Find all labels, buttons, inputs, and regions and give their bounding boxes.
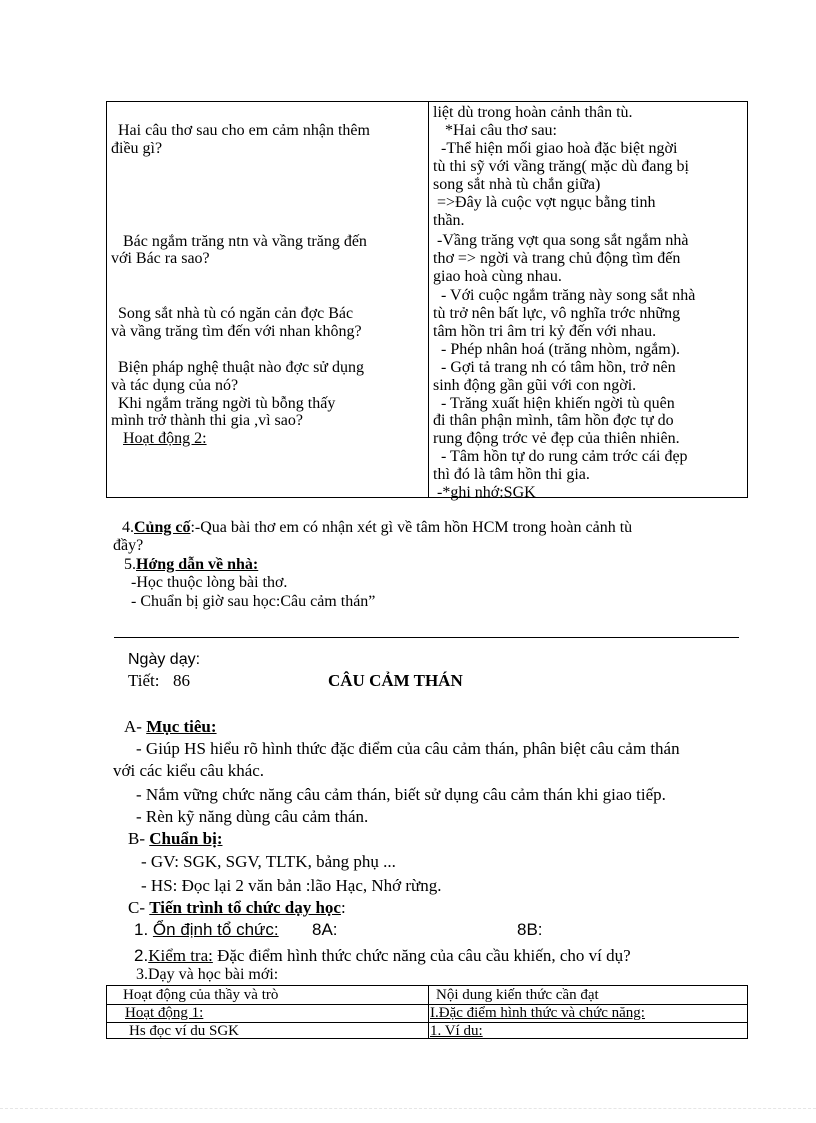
section-separator (114, 637, 739, 638)
step-check: 2.Kiểm tra: Đặc điểm hình thức chức năng của câu cầu khiến, cho ví dụ? (134, 946, 631, 965)
table-cell: I.Đặc điểm hình thức và chức năng: (430, 1005, 645, 1021)
answer-line: =>Đây là cuộc vợt ngục bằng tinh (437, 194, 656, 211)
answer-line: - Phép nhân hoá (trăng nhòm, ngắm). (441, 341, 681, 358)
question-line: điều gì? (111, 140, 163, 157)
answer-line: - Gợi tả trang nh có tâm hồn, trở nên (441, 359, 676, 376)
objective-line: - Nắm vững chức năng câu cảm thán, biết sử dụng câu cảm thán khi giao tiếp. (136, 785, 666, 804)
class-8b-label: 8B: (517, 920, 543, 939)
question-line: Bác ngắm trăng ntn và vầng trăng đến (123, 233, 367, 250)
question-line: và tác dụng của nó? (111, 377, 239, 394)
answer-line: tâm hồn tri âm tri kỷ đến với nhau. (433, 323, 657, 340)
question-line: Khi ngắm trăng ngời tù bỗng thấy (118, 395, 336, 412)
answer-line: -Thể hiện mối giao hoà đặc biệt ngời (441, 140, 678, 157)
preparation-line: - HS: Đọc lại 2 văn bản :lão Hạc, Nhớ rừng. (141, 876, 442, 895)
answer-line: - Trăng xuất hiện khiến ngời tù quên (441, 395, 675, 412)
top-table (106, 101, 748, 501)
preparation-line: - GV: SGK, SGV, TLTK, bảng phụ ... (141, 852, 396, 871)
activity-table (106, 985, 748, 1039)
answer-line: thì đó là tâm hồn thi gia. (433, 466, 590, 483)
table-cell: 1. Ví du: (430, 1023, 483, 1039)
class-8a-label: 8A: (312, 920, 338, 939)
answer-line: *Hai câu thơ sau: (445, 122, 557, 139)
objective-line: - Giúp HS hiểu rõ hình thức đặc điểm của câu cảm thán, phân biệt câu cảm thán (136, 739, 680, 758)
table-header-teacher-student: Hoạt động của thầy và trò (123, 987, 279, 1003)
answer-line: tù trở nên bất lực, vô nghĩa trớc những (433, 305, 681, 322)
answer-line: - Với cuộc ngắm trăng này song sắt nhà (441, 287, 696, 304)
objective-line: - Rèn kỹ năng dùng câu cảm thán. (136, 807, 369, 826)
objective-line: với các kiểu câu khác. (113, 761, 265, 780)
homework-item: 5.Hớng dẫn về nhà: (124, 556, 259, 573)
lesson-title: CÂU CẢM THÁN (328, 671, 463, 690)
section-b-heading: B- Chuẩn bị: (128, 829, 223, 848)
answer-line: thần. (433, 212, 465, 229)
answer-line: sinh động gần gũi với con ngời. (433, 377, 637, 394)
answer-line: đi thân phận mình, tâm hồn đợc tự do (433, 412, 674, 429)
answer-line: thơ => ngời và trang chủ động tìm đến (433, 250, 681, 267)
answer-line: song sắt nhà tù chắn giữa) (433, 176, 601, 193)
answer-line: rung động trớc vẻ đẹp của thiên nhiên. (433, 430, 680, 447)
answer-line: -Vầng trăng vợt qua song sắt ngắm nhà (437, 232, 689, 249)
step-new-lesson: 3.Dạy và học bài mới: (136, 966, 279, 983)
question-line: với Bác ra sao? (111, 250, 210, 267)
period-number: 86 (173, 671, 190, 690)
review-item: 4.Củng cố:-Qua bài thơ em có nhận xét gì về tâm hồn HCM trong hoàn cảnh tù (122, 519, 633, 536)
step-organization: 1. Ổn định tổ chức: (134, 920, 279, 939)
table-column-divider (428, 102, 429, 497)
answer-line: - Tâm hồn tự do rung cảm trớc cái đẹp (441, 448, 688, 465)
question-line: Biện pháp nghệ thuật nào đợc sử dụng (118, 359, 364, 376)
page-edge (0, 1108, 816, 1109)
answer-line: tù thi sỹ với vầng trăng( mặc dù đang bị (433, 158, 689, 175)
question-line: Song sắt nhà tù có ngăn cản đợc Bác (118, 305, 354, 322)
homework-title: Hớng dẫn về nhà: (136, 556, 259, 573)
answer-line: -*ghi nhớ:SGK (437, 484, 536, 501)
table-column-divider (428, 986, 429, 1038)
homework-line: -Học thuộc lòng bài thơ. (131, 574, 288, 591)
section-c-heading: C- Tiến trình tổ chức dạy học: (128, 898, 346, 917)
table-header-content: Nội dung kiến thức cần đạt (436, 987, 599, 1003)
table-cell: Hs đọc ví du SGK (129, 1023, 240, 1039)
answer-line: liệt dù trong hoàn cảnh thân tù. (433, 104, 633, 121)
review-text: đầy? (113, 537, 144, 554)
question-line: Hai câu thơ sau cho em cảm nhận thêm (118, 122, 370, 139)
question-line: và vầng trăng tìm đến với nhan không? (111, 323, 362, 340)
answer-line: giao hoà cùng nhau. (433, 268, 562, 285)
teaching-date-label: Ngày dạy: (128, 651, 201, 668)
section-a-heading: A- Mục tiêu: (124, 717, 217, 736)
activity-heading: Hoạt động 2: (123, 430, 207, 447)
homework-line: - Chuẩn bị giờ sau học:Câu cảm thán” (131, 593, 376, 610)
review-title: Củng cố (134, 519, 191, 536)
period-label: Tiết: (128, 671, 160, 690)
table-cell: Hoạt động 1: (125, 1005, 204, 1021)
question-line: mình trở thành thi gia ,vì sao? (111, 412, 303, 429)
